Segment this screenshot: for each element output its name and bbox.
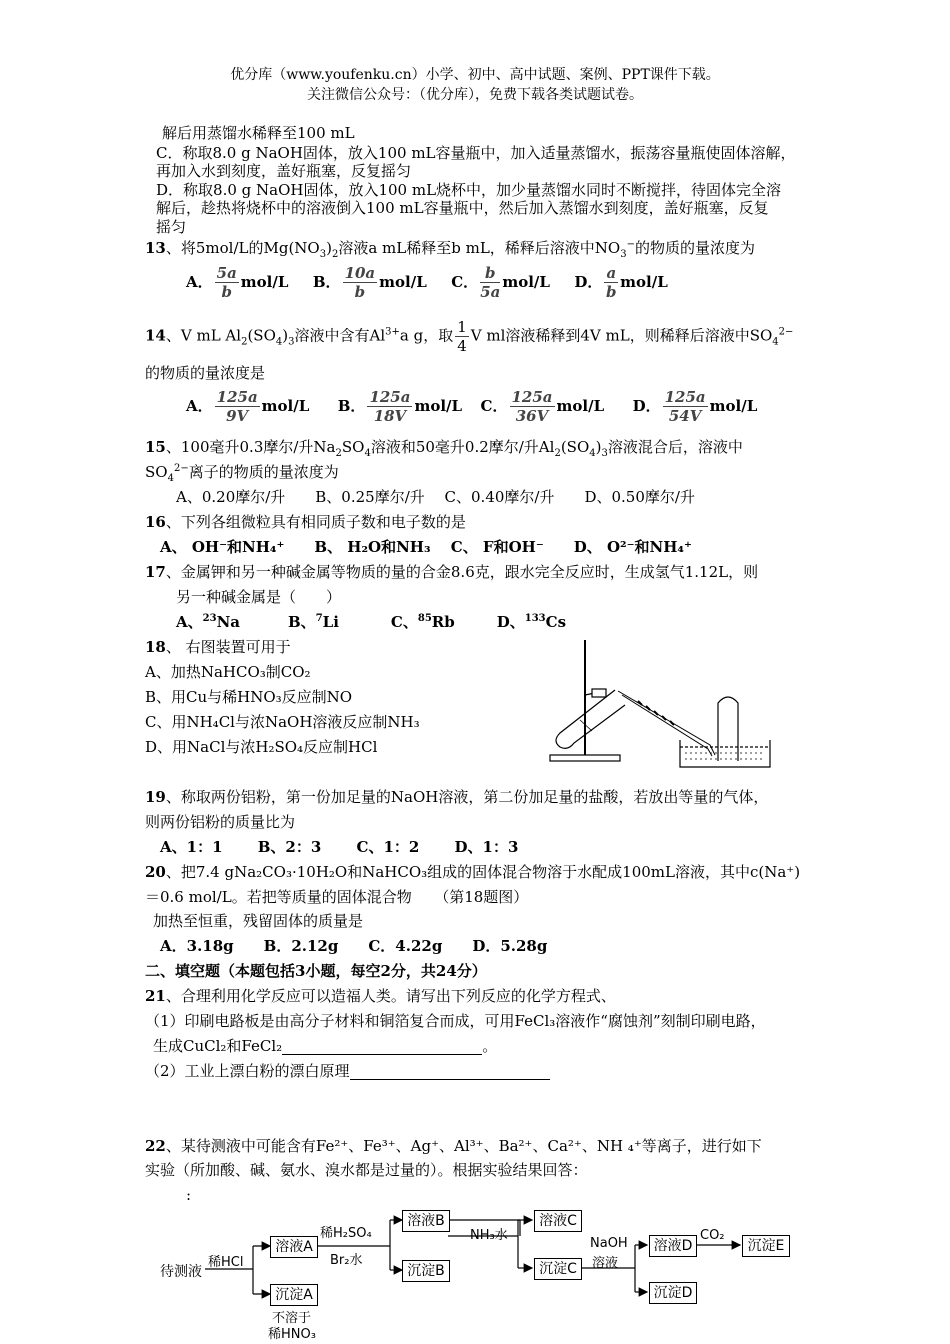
- q21-part1-line1: （1）印刷电路板是由高分子材料和铜箔复合而成，可用FeCl₃溶液作“腐蚀剂”刻制印刷电路，: [145, 1012, 766, 1030]
- flow-reagent-br2: Br₂水: [330, 1253, 363, 1268]
- flow-reagent-nh3: NH₃水: [470, 1228, 508, 1243]
- q13-text-4: 的物质的量浓度为: [634, 239, 755, 257]
- flow-reagent-co2: CO₂: [700, 1228, 725, 1243]
- q13-sub: 3: [620, 249, 627, 260]
- q16-stem: 16、下列各组微粒具有相同质子数和电子数的是: [145, 513, 466, 531]
- q18-option-a[interactable]: A、加热NaHCO₃制CO₂: [145, 663, 311, 681]
- q12-option-d-line3: 摇匀: [156, 218, 187, 236]
- q13-options: [186, 264, 668, 301]
- q14-option-c[interactable]: C． $\frac{125a}{36V}$ mol/L: [480, 388, 605, 425]
- q20-stem-line2: ＝0.6 mol/L。若把等质量的固体混合物 （第18题图）: [145, 888, 529, 906]
- q14-option-a[interactable]: A． $\frac{125a}{9V}$ mol/L: [186, 388, 310, 425]
- flow-reagent-h2so4: 稀H₂SO₄: [320, 1226, 372, 1241]
- flow-precipitate-a-note1: 不溶于: [272, 1311, 312, 1326]
- q12-option-d-line1: D．称取8.0 g NaOH固体，放入100 mL烧杯中，加少量蒸馏水同时不断搅拌，待固体完全溶: [156, 181, 782, 199]
- q21-part2: （2）工业上漂白粉的漂白原理: [145, 1062, 550, 1080]
- q14-number: 14: [145, 326, 166, 345]
- q17-options: [176, 613, 566, 631]
- flow-precipitate-d: 沉淀D: [649, 1282, 697, 1304]
- q13-option-c[interactable]: C． $\frac{b}{5a}$ mol/L: [451, 264, 550, 301]
- q17-stem: 17、金属钾和另一种碱金属等物质的量的合金8.6克，跟水完全反应时，生成氢气1.12L，则: [145, 563, 759, 581]
- flow-arrows: [150, 1200, 800, 1340]
- q13-text-1: 、将5mol/L的Mg(NO: [165, 239, 320, 257]
- q12-option-d-line2: 解后，趁热将烧杯中的溶液倒入100 mL容量瓶中，然后加入蒸馏水到刻度，盖好瓶塞，反复: [156, 199, 769, 217]
- q20-stem: 20、把7.4 gNa₂CO₃·10H₂O和NaHCO₃组成的固体混合物溶于水配成100mL溶液，其中c(Na⁺): [145, 863, 801, 881]
- flow-reagent-hcl: 稀HCl: [208, 1255, 244, 1270]
- q17-option-c[interactable]: C、$^{85}$Rb: [390, 613, 455, 631]
- flow-reagent-naoh: NaOH: [590, 1236, 628, 1251]
- q13-stem: [145, 239, 755, 261]
- flow-precipitate-c: 沉淀C: [534, 1258, 582, 1280]
- q14-option-d[interactable]: D． $\frac{125a}{54V}$ mol/L: [632, 388, 758, 425]
- q22-stem: 22、某待测液中可能含有Fe²⁺、Fe³⁺、Ag⁺、Al³⁺、Ba²⁺、Ca²⁺、NH ₄⁺等离子，进行如下: [145, 1137, 762, 1155]
- flow-precipitate-a: 沉淀A: [270, 1284, 318, 1306]
- q19-options[interactable]: A、1：1 B、2：3 C、1：2 D、1：3: [160, 838, 519, 856]
- q17-option-d[interactable]: D、$^{133}$Cs: [496, 613, 567, 631]
- q15-stem: 15、100毫升0.3摩尔/升$Na_2SO_4$溶液和50毫升0.2摩尔/升$Al_2(SO_4)_3$溶液混合后，溶液中: [145, 438, 743, 459]
- q19-stem: 19、称取两份铝粉，第一份加足量的NaOH溶液，第二份加足量的盐酸，若放出等量的气体，: [145, 788, 769, 806]
- header-line-2: 关注微信公众号：（优分库），免费下载各类试题试卷。: [307, 87, 643, 103]
- q18-option-d[interactable]: D、用NaCl与浓H₂SO₄反应制HCl: [145, 738, 378, 756]
- q22-colon: :: [186, 1186, 192, 1204]
- q20-stem-line3: 加热至恒重，残留固体的质量是: [153, 912, 364, 930]
- q14-stem-line2: 的物质的量浓度是: [145, 364, 266, 382]
- q21-part1-line2: 生成CuCl₂和FeCl₂ 。: [153, 1037, 498, 1055]
- q20-number: 20: [145, 863, 166, 881]
- q15-number: 15: [145, 438, 166, 456]
- q13-sub: 2: [331, 249, 339, 260]
- q13-text-3: 溶液a mL稀释至b mL，稀释后溶液中NO: [338, 239, 621, 257]
- flow-start-label: 待测液: [160, 1264, 202, 1280]
- q13-number: 13: [145, 239, 166, 257]
- q18-option-c[interactable]: C、用NH₄Cl与浓NaOH溶液反应制NH₃: [145, 713, 420, 731]
- q21-number: 21: [145, 987, 166, 1005]
- q14-option-b[interactable]: B． $\frac{125a}{18V}$ mol/L: [337, 388, 463, 425]
- q18-stem: 18、 右图装置可用于: [145, 638, 291, 656]
- q21-stem: 21、合理利用化学反应可以造福人类。请写出下列反应的化学方程式、: [145, 987, 616, 1005]
- q17-option-b[interactable]: B、$^7$Li: [288, 613, 339, 631]
- header-line-1: 优分库（www.youfenku.cn）小学、初中、高中试题、案例、PPT课件下载。: [230, 67, 720, 83]
- apparatus-figure: [530, 635, 780, 770]
- q18-option-b[interactable]: B、用Cu与稀HNO₃反应制NO: [145, 688, 353, 706]
- flow-reagent-naoh-solution: 溶液: [592, 1256, 619, 1271]
- q13-option-b[interactable]: B． $\frac{10a}{b}$ mol/L: [312, 264, 427, 301]
- flow-precipitate-e: 沉淀E: [742, 1235, 790, 1257]
- q18-number: 18: [145, 638, 166, 656]
- flow-solution-a: 溶液A: [270, 1236, 318, 1258]
- flow-solution-d: 溶液D: [649, 1235, 697, 1257]
- q12-option-c-line1: C．称取8.0 g NaOH固体，放入100 mL容量瓶中，加入适量蒸馏水，振荡容量瓶使固体溶解，: [156, 144, 796, 162]
- q17-option-a[interactable]: A、$^{23}$Na: [176, 613, 240, 631]
- q19-stem-line2: 则两份铝粉的质量比为: [145, 813, 296, 831]
- q12-b-tail: 解后用蒸馏水稀释至100 mL: [162, 124, 355, 142]
- q13-sup: −: [626, 239, 635, 250]
- q21-answer-blank-2[interactable]: [350, 1065, 550, 1080]
- q22-stem-line2: 实验（所加酸、碱、氨水、溴水都是过量的）。根据实验结果回答：: [145, 1161, 588, 1179]
- flow-precipitate-b: 沉淀B: [402, 1260, 450, 1282]
- q14-options: [186, 388, 757, 425]
- flow-solution-c: 溶液C: [534, 1210, 582, 1232]
- q22-number: 22: [145, 1137, 166, 1155]
- q13-option-a[interactable]: A． $\frac{5a}{b}$ mol/L: [186, 264, 289, 301]
- q20-options[interactable]: A．3.18g B．2.12g C．4.22g D．5.28g: [160, 937, 548, 955]
- q15-options[interactable]: A、0.20摩尔/升 B、0.25摩尔/升 C、0.40摩尔/升 D、0.50摩尔/升: [176, 488, 695, 506]
- q16-number: 16: [145, 513, 166, 531]
- flow-precipitate-a-note2: 稀HNO₃: [268, 1327, 316, 1342]
- q13-option-d[interactable]: D． $\frac{a}{b}$ mol/L: [574, 264, 668, 301]
- q14-fraction: $\frac{1}{4}$: [457, 318, 467, 355]
- q16-options[interactable]: A、 OH⁻和NH₄⁺ B、 H₂O和NH₃ C、 F和OH⁻ D、 O²⁻和NH₄⁺: [160, 538, 692, 556]
- q17-number: 17: [145, 563, 166, 581]
- q14-stem: 14、V mL $Al_2(SO_4)_3$溶液中含有$Al^{3+}a$ g，取 $\frac{1}{4}$ V ml溶液稀释到4V mL，则稀释后溶液中$SO_4^{2-}$: [145, 318, 794, 355]
- q19-number: 19: [145, 788, 166, 806]
- q12-option-c-line2: 再加入水到刻度，盖好瓶塞，反复摇匀: [156, 162, 412, 180]
- section-2-title: 二、填空题（本题包括3小题，每空2分，共24分）: [145, 962, 487, 980]
- q13-sub: 3: [319, 249, 327, 260]
- q21-answer-blank-1[interactable]: [282, 1040, 482, 1055]
- flow-solution-b: 溶液B: [402, 1210, 450, 1232]
- q13-text-2: ): [326, 239, 332, 257]
- q15-stem-line2: $SO_4^{2-}$离子的物质的量浓度为: [145, 463, 339, 484]
- q17-stem-line2: 另一种碱金属是（ ）: [176, 588, 342, 606]
